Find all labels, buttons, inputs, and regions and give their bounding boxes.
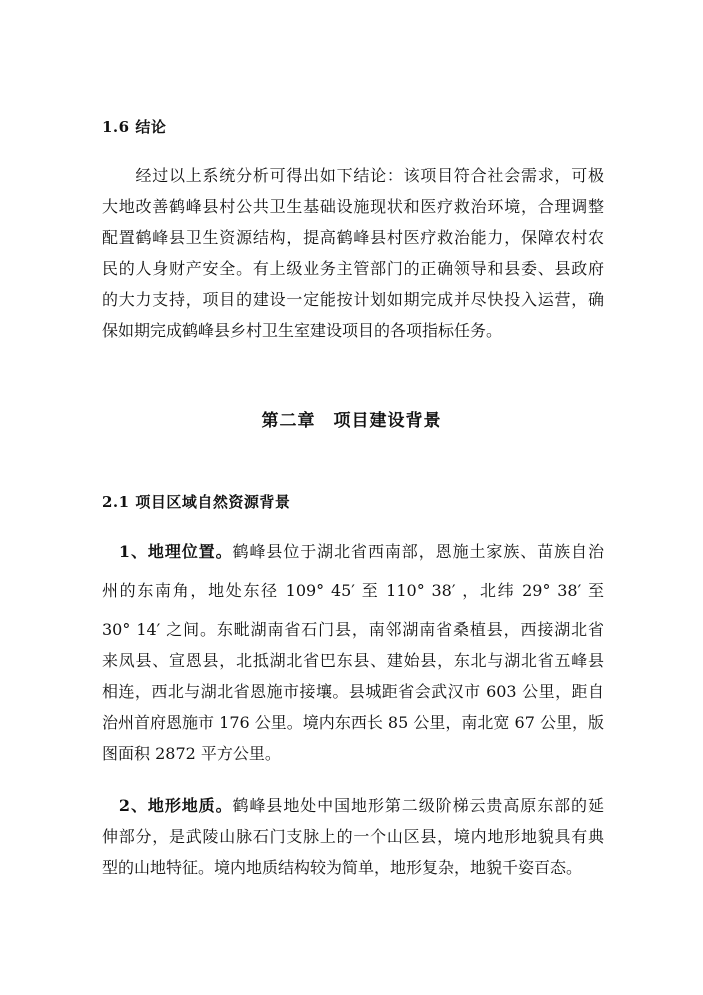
paragraph-line: 来凤县、宣恩县，北抵湖北省巴东县、建始县，东北与湖北省五峰县 bbox=[102, 651, 604, 670]
section-1-6-paragraph bbox=[102, 160, 604, 346]
paragraph-line: 民的人身财产安全。有上级业务主管部门的正确领导和县委、县政府 bbox=[102, 259, 604, 278]
paragraph-line: 型的山地特征。境内地质结构较为简单，地形复杂，地貌千姿百态。 bbox=[102, 858, 583, 877]
paragraph-line: 配置鹤峰县卫生资源结构，提高鹤峰县村医疗救治能力，保障农村农 bbox=[102, 228, 604, 247]
paragraph-line: 治州首府恩施市 176 公里。境内东西长 85 公里，南北宽 67 公里，版 bbox=[102, 713, 604, 732]
item-2-paragraph bbox=[102, 790, 604, 883]
item-1-line-1: 鹤峰县位于湖北省西南部，恩施土家族、苗族自治 bbox=[232, 542, 604, 561]
paragraph-line: 大地改善鹤峰县村公共卫生基础设施现状和医疗救治环境，合理调整 bbox=[102, 197, 604, 216]
paragraph-line bbox=[102, 790, 604, 821]
item-2-line-1: 鹤峰县地处中国地形第二级阶梯云贵高原东部的延 bbox=[232, 796, 604, 815]
paragraph-line: 州的东南角，地处东径 109° 45′ 至 110° 38′ ，北纬 29° 38′ 至 bbox=[102, 581, 604, 600]
paragraph-line: 相连，西北与湖北省恩施市接壤。县城距省会武汉市 603 公里，距自 bbox=[102, 682, 604, 701]
item-2-lead: 2、地形地质。 bbox=[102, 796, 233, 815]
paragraph-line: 伸部分，是武陵山脉石门支脉上的一个山区县，境内地形地貌具有典 bbox=[102, 827, 604, 846]
paragraph-line bbox=[102, 536, 604, 567]
paragraph-line: 经过以上系统分析可得出如下结论：该项目符合社会需求，可极 bbox=[102, 166, 604, 185]
paragraph-line: 30° 14′ 之间。东毗湖南省石门县，南邻湖南省桑植县，西接湖北省 bbox=[102, 620, 604, 639]
item-1-paragraph bbox=[102, 536, 604, 769]
section-1-6-heading: 1.6 结论 bbox=[102, 118, 167, 136]
paragraph-line: 的大力支持，项目的建设一定能按计划如期完成并尽快投入运营，确 bbox=[102, 290, 604, 309]
chapter-2-title: 第二章 项目建设背景 bbox=[261, 411, 442, 431]
item-1-lead: 1、地理位置。 bbox=[102, 542, 233, 561]
section-2-1-heading: 2.1 项目区域自然资源背景 bbox=[102, 493, 291, 511]
paragraph-line: 图面积 2872 平方公里。 bbox=[102, 744, 281, 763]
paragraph-line: 保如期完成鹤峰县乡村卫生室建设项目的各项指标任务。 bbox=[102, 321, 503, 340]
